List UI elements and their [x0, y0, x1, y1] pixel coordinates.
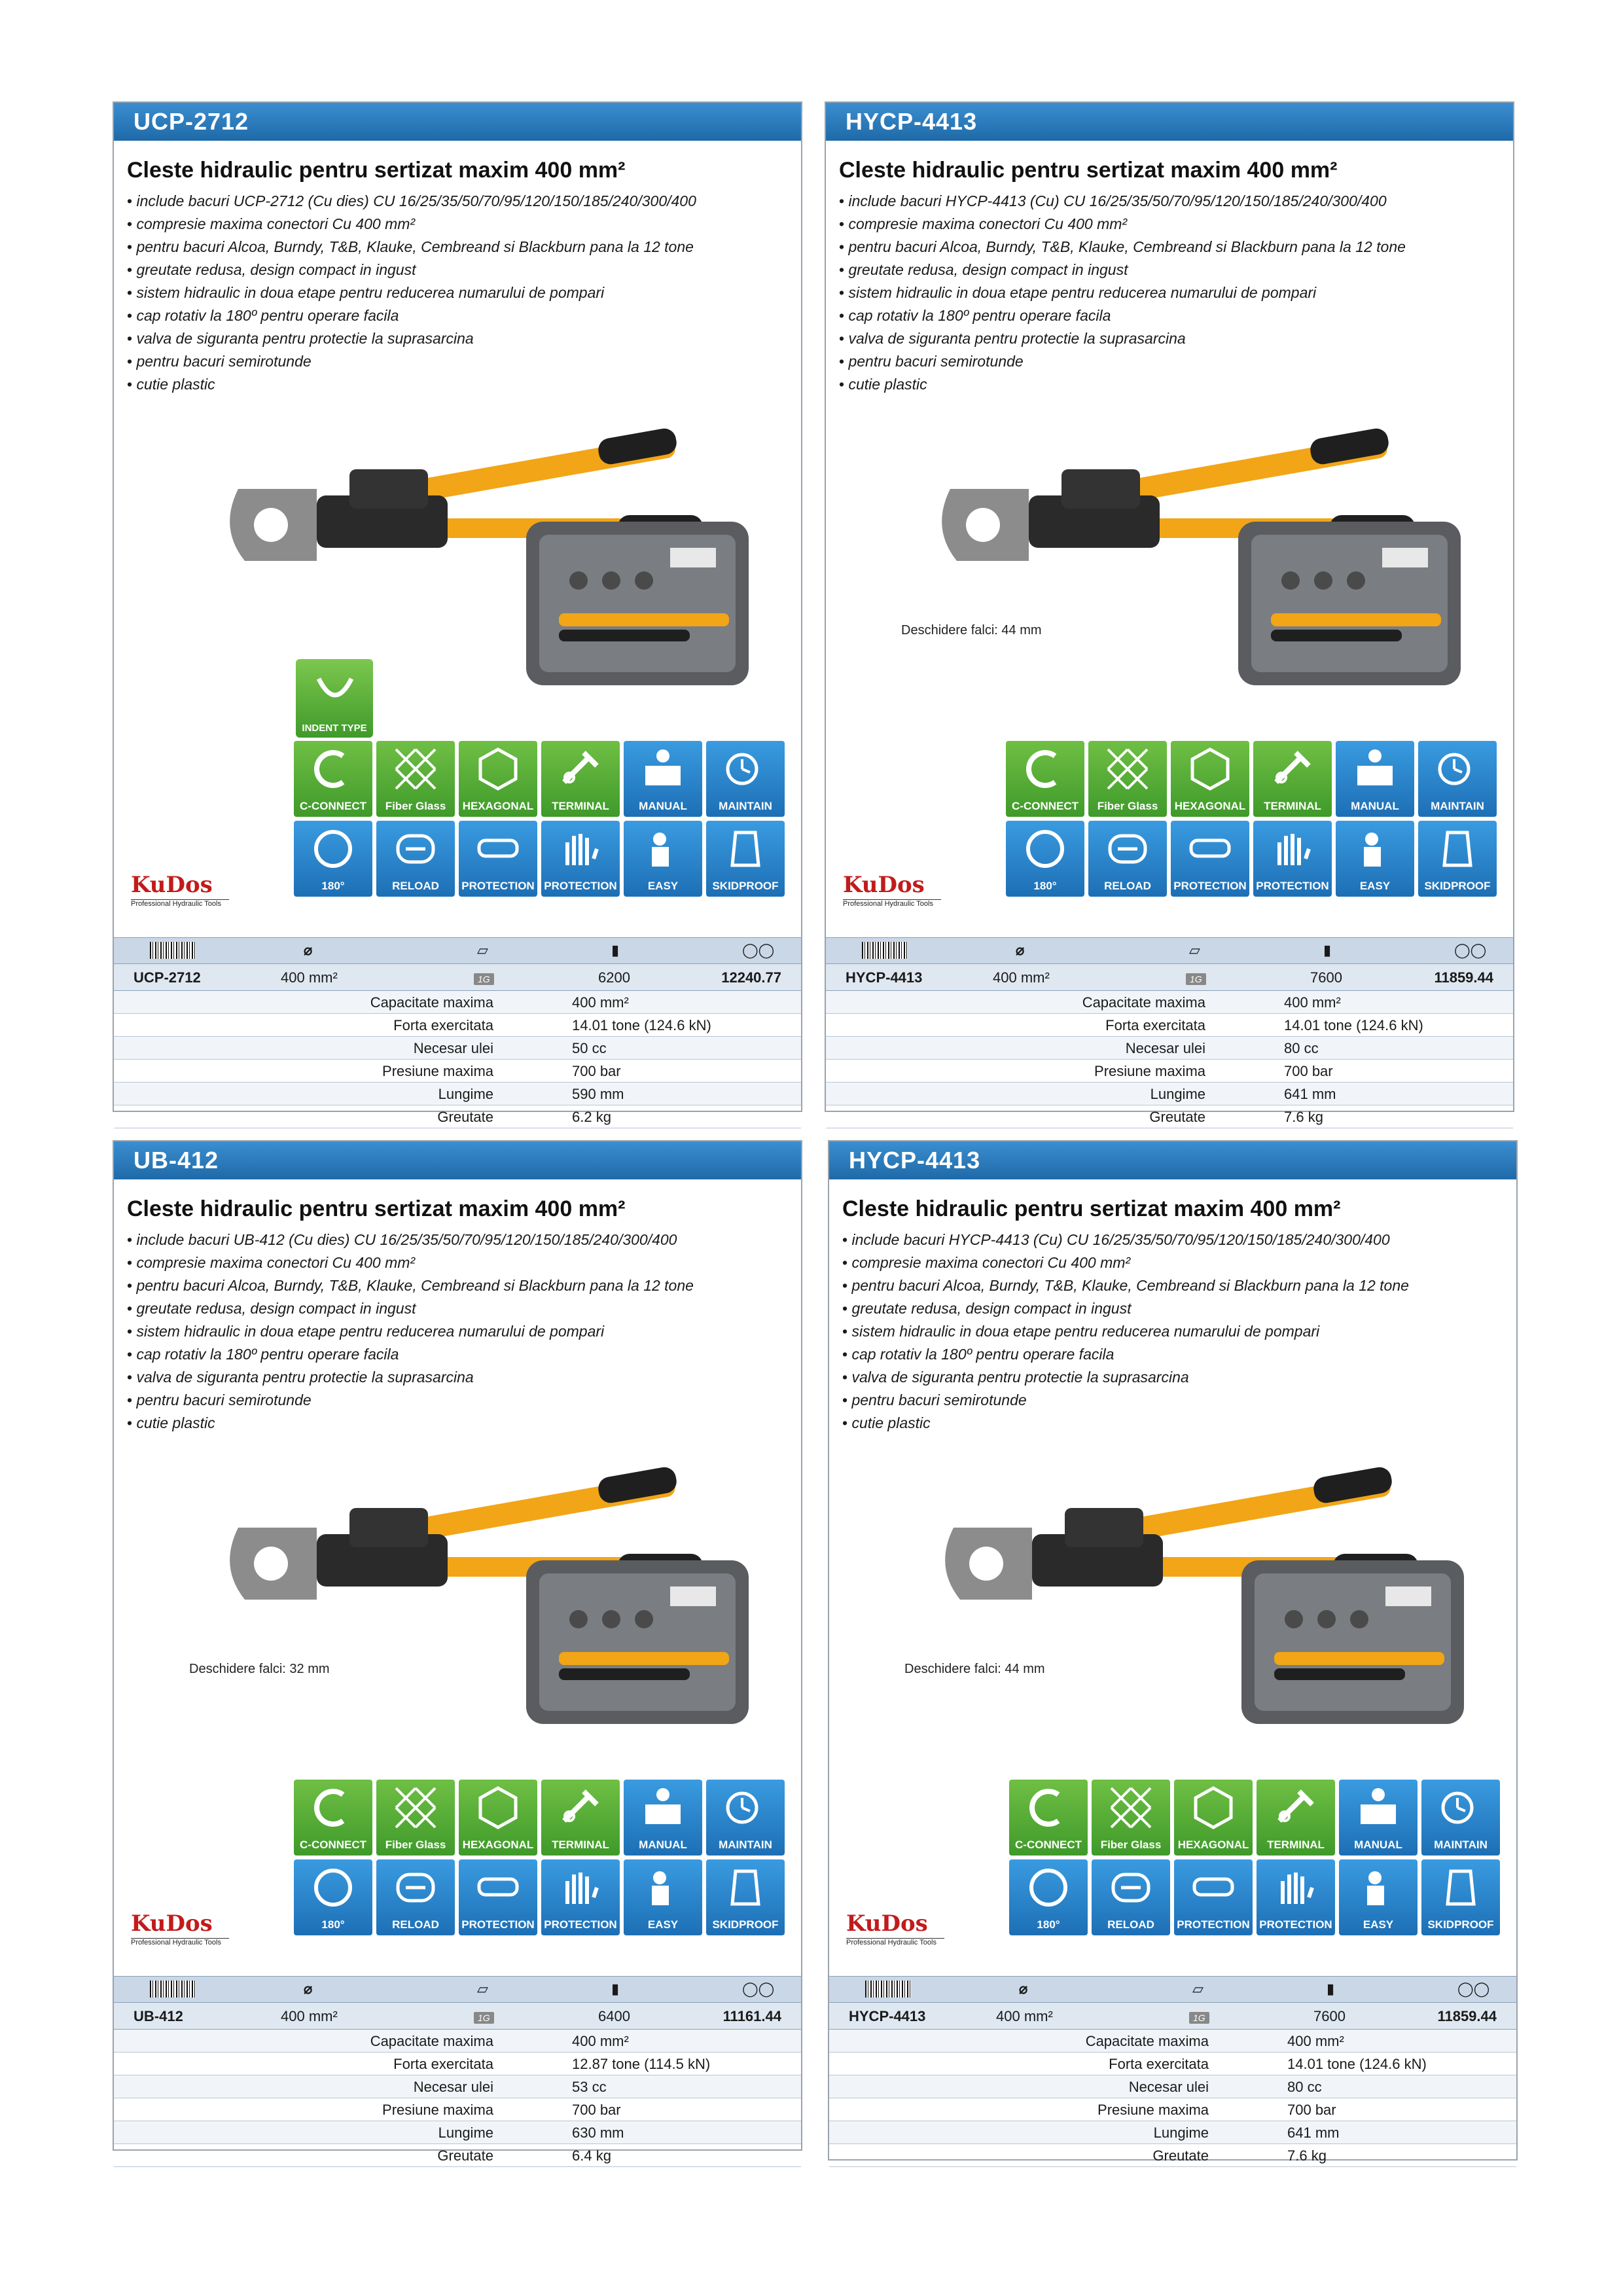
- spec-value: 53 cc: [572, 2079, 607, 2095]
- plastic-case-image: [1232, 509, 1467, 692]
- icon-label: TERMINAL: [1264, 800, 1321, 812]
- feature-item: • pentru bacuri Alcoa, Burndy, T&B, Klauke, Cembreand si Blackburn pana la 12 tone: [127, 1274, 801, 1297]
- spec-table: [826, 991, 1513, 1128]
- feature-item: • sistem hidraulic in doua etape pentru reducerea numarului de pompari: [842, 1320, 1516, 1343]
- spec-label: Forta exercitata: [393, 1017, 493, 1033]
- terminal-icon: [1253, 741, 1332, 817]
- feature-icons: [1006, 741, 1503, 901]
- spec-value: 14.01 tone (124.6 kN): [572, 1017, 711, 1033]
- feature-list: [127, 190, 801, 396]
- icon-label: PROTECTION: [1256, 880, 1329, 892]
- spec-label: Greutate: [437, 2147, 493, 2164]
- icon-label: HEXAGONAL: [1177, 1839, 1249, 1851]
- icon-label: Fiber Glass: [1100, 1839, 1162, 1851]
- icon-label: MANUAL: [1354, 1839, 1402, 1851]
- fiber-glass-icon: [1088, 741, 1167, 817]
- product-code-header: HYCP-4413: [826, 103, 1513, 141]
- feature-item: • pentru bacuri semirotunde: [839, 350, 1513, 373]
- feature-item: • valva de siguranta pentru protectie la suprasarcina: [839, 327, 1513, 350]
- summary-capacity: 400 mm²: [281, 969, 338, 986]
- kudos-logo: [843, 872, 941, 908]
- feature-item: • pentru bacuri semirotunde: [842, 1389, 1516, 1412]
- icon-label: C-CONNECT: [1012, 800, 1079, 812]
- manual-icon: [624, 741, 702, 817]
- spec-row: [114, 1037, 801, 1060]
- coins-icon: ◯◯: [1457, 1981, 1490, 1997]
- summary-price: 11161.44: [722, 2008, 781, 2024]
- summary-code: UCP-2712: [134, 969, 201, 986]
- spec-value: 80 cc: [1284, 1040, 1319, 1056]
- feature-icons: [1009, 1780, 1507, 1939]
- spec-value: 400 mm²: [572, 2033, 629, 2049]
- spec-summary-row: [829, 2002, 1516, 2030]
- packaging-icon: ▱: [477, 942, 488, 958]
- spec-row: [829, 2098, 1516, 2121]
- spec-row: [829, 2075, 1516, 2098]
- spec-value: 6.2 kg: [572, 1109, 611, 1125]
- easy-icon: [1336, 821, 1414, 897]
- coins-icon: ◯◯: [1454, 942, 1487, 958]
- spec-label: Lungime: [1150, 1086, 1205, 1102]
- spec-value: 12.87 tone (114.5 kN): [572, 2056, 711, 2072]
- spec-row: [114, 2075, 801, 2098]
- icon-label: 180°: [321, 1918, 345, 1931]
- spec-label: Forta exercitata: [393, 2056, 493, 2072]
- barcode-icon: [862, 942, 908, 963]
- spec-value: 6.4 kg: [572, 2147, 611, 2164]
- terminal-icon: [541, 1780, 620, 1856]
- skidproof-icon: [706, 1859, 785, 1935]
- barcode-icon: [865, 1981, 911, 2001]
- product-title: Cleste hidraulic pentru sertizat maxim 400 mm²: [839, 158, 1338, 183]
- rotate-180-icon: [1009, 1859, 1088, 1935]
- gloves-icon: [1253, 821, 1332, 897]
- summary-pack: 1G: [474, 969, 494, 986]
- spec-header-row: [114, 1976, 801, 2003]
- kudos-logo: [846, 1910, 944, 1946]
- plastic-case-image: [1235, 1547, 1471, 1731]
- spec-label: Lungime: [438, 2125, 493, 2141]
- icon-label: TERMINAL: [552, 1839, 609, 1851]
- summary-qty: 6400: [598, 2008, 630, 2024]
- indent-type-label: INDENT TYPE: [302, 723, 367, 734]
- feature-item: • cap rotativ la 180º pentru operare facila: [127, 1343, 801, 1366]
- feature-item: • cap rotativ la 180º pentru operare facila: [839, 304, 1513, 327]
- spec-label: Capacitate maxima: [370, 994, 493, 1011]
- spec-row: [114, 2121, 801, 2144]
- product-title: Cleste hidraulic pentru sertizat maxim 400 mm²: [127, 158, 626, 183]
- hexagonal-icon: [1174, 1780, 1253, 1856]
- feature-item: • valva de siguranta pentru protectie la suprasarcina: [127, 327, 801, 350]
- maintain-icon: [706, 1780, 785, 1856]
- reload-icon: [376, 1859, 455, 1935]
- summary-pack: 1G: [1189, 2008, 1209, 2025]
- feature-item: • pentru bacuri Alcoa, Burndy, T&B, Klauke, Cembreand si Blackburn pana la 12 tone: [842, 1274, 1516, 1297]
- icon-label: MANUAL: [639, 800, 687, 812]
- summary-pack: 1G: [474, 2008, 494, 2025]
- terminal-icon: [1257, 1780, 1335, 1856]
- feature-icons: [294, 741, 791, 901]
- product-card: [825, 101, 1514, 1125]
- summary-code: UB-412: [134, 2008, 183, 2024]
- feature-item: • cap rotativ la 180º pentru operare facila: [127, 304, 801, 327]
- brand-tagline: Professional Hydraulic Tools: [846, 1938, 944, 1946]
- product-card: [113, 101, 802, 1125]
- icon-label: SKIDPROOF: [1427, 1918, 1494, 1931]
- plastic-case-image: [520, 509, 755, 692]
- spec-value: 400 mm²: [1287, 2033, 1344, 2049]
- spec-label: Necesar ulei: [1125, 1040, 1205, 1056]
- icon-label: RELOAD: [392, 1918, 439, 1931]
- feature-item: • compresie maxima conectori Cu 400 mm²: [127, 1251, 801, 1274]
- spec-value: 700 bar: [1287, 2102, 1336, 2118]
- feature-item: • greutate redusa, design compact in ingust: [127, 1297, 801, 1320]
- reload-icon: [1088, 821, 1167, 897]
- barcode-icon: [150, 942, 196, 963]
- feature-item: • cutie plastic: [127, 373, 801, 396]
- spec-row: [114, 1105, 801, 1128]
- brand-name: KuDos: [131, 872, 213, 898]
- spec-label: Lungime: [1153, 2125, 1209, 2141]
- spec-label: Necesar ulei: [413, 2079, 493, 2095]
- icon-label: Fiber Glass: [1097, 800, 1158, 812]
- hexagonal-icon: [459, 1780, 537, 1856]
- jaw-opening-caption: Deschidere falci: 44 mm: [904, 1662, 1045, 1676]
- spec-table: [114, 991, 801, 1128]
- icon-label: PROTECTION: [461, 880, 535, 892]
- product-card: [828, 1140, 1518, 2164]
- product-code-header: UCP-2712: [114, 103, 801, 141]
- feature-item: • pentru bacuri Alcoa, Burndy, T&B, Klauke, Cembreand si Blackburn pana la 12 tone: [127, 236, 801, 259]
- feature-item: • compresie maxima conectori Cu 400 mm²: [842, 1251, 1516, 1274]
- goggles-icon: [459, 821, 537, 897]
- feature-item: • cutie plastic: [842, 1412, 1516, 1435]
- icon-label: HEXAGONAL: [462, 1839, 534, 1851]
- spec-label: Forta exercitata: [1109, 2056, 1209, 2072]
- icon-label: MAINTAIN: [1431, 800, 1484, 812]
- coins-icon: ◯◯: [742, 942, 775, 958]
- hexagonal-icon: [1171, 741, 1249, 817]
- spec-label: Greutate: [1152, 2147, 1209, 2164]
- weight-icon: ▮: [1323, 942, 1332, 958]
- summary-code: HYCP-4413: [849, 2008, 926, 2024]
- diameter-icon: ⌀: [304, 942, 313, 958]
- gloves-icon: [541, 1859, 620, 1935]
- summary-qty: 6200: [598, 969, 630, 986]
- spec-row: [826, 1105, 1513, 1128]
- feature-item: • greutate redusa, design compact in ingust: [839, 259, 1513, 281]
- icon-label: PROTECTION: [1173, 880, 1247, 892]
- feature-item: • valva de siguranta pentru protectie la suprasarcina: [842, 1366, 1516, 1389]
- spec-table: [829, 2030, 1516, 2167]
- icon-label: 180°: [1033, 880, 1057, 892]
- icon-label: HEXAGONAL: [462, 800, 534, 812]
- jaw-opening-caption: Deschidere falci: 32 mm: [189, 1662, 330, 1676]
- spec-label: Presiune maxima: [1094, 1063, 1205, 1079]
- icon-label: PROTECTION: [461, 1918, 535, 1931]
- summary-capacity: 400 mm²: [993, 969, 1050, 986]
- icon-label: RELOAD: [1104, 880, 1151, 892]
- spec-row: [829, 2144, 1516, 2167]
- feature-item: • pentru bacuri semirotunde: [127, 350, 801, 373]
- product-code-header: HYCP-4413: [829, 1141, 1516, 1179]
- icon-label: Fiber Glass: [385, 800, 446, 812]
- spec-value: 50 cc: [572, 1040, 607, 1056]
- indent-type-badge: [296, 659, 373, 738]
- reload-icon: [1092, 1859, 1170, 1935]
- spec-value: 7.6 kg: [1284, 1109, 1323, 1125]
- maintain-icon: [1421, 1780, 1500, 1856]
- c-connect-icon: [294, 741, 372, 817]
- feature-item: • greutate redusa, design compact in ingust: [842, 1297, 1516, 1320]
- skidproof-icon: [1421, 1859, 1500, 1935]
- kudos-logo: [131, 1910, 229, 1946]
- product-card: [113, 1140, 802, 2164]
- packaging-icon: ▱: [1192, 1981, 1204, 1997]
- icon-label: C-CONNECT: [300, 1839, 366, 1851]
- easy-icon: [1339, 1859, 1418, 1935]
- icon-label: C-CONNECT: [1015, 1839, 1082, 1851]
- feature-item: • sistem hidraulic in doua etape pentru reducerea numarului de pompari: [127, 1320, 801, 1343]
- brand-name: KuDos: [843, 872, 925, 898]
- summary-qty: 7600: [1310, 969, 1342, 986]
- spec-value: 700 bar: [572, 2102, 621, 2118]
- spec-row: [114, 1083, 801, 1105]
- spec-label: Capacitate maxima: [370, 2033, 493, 2049]
- icon-label: PROTECTION: [1259, 1918, 1332, 1931]
- gloves-icon: [1257, 1859, 1335, 1935]
- spec-value: 641 mm: [1287, 2125, 1340, 2141]
- maintain-icon: [1418, 741, 1497, 817]
- feature-item: • sistem hidraulic in doua etape pentru reducerea numarului de pompari: [127, 281, 801, 304]
- icon-label: RELOAD: [392, 880, 439, 892]
- spec-row: [826, 1037, 1513, 1060]
- icon-label: MAINTAIN: [719, 800, 772, 812]
- spec-row: [826, 1014, 1513, 1037]
- icon-label: TERMINAL: [1267, 1839, 1325, 1851]
- goggles-icon: [1174, 1859, 1253, 1935]
- spec-row: [114, 991, 801, 1014]
- icon-label: PROTECTION: [1177, 1918, 1250, 1931]
- spec-label: Forta exercitata: [1105, 1017, 1205, 1033]
- icon-label: PROTECTION: [544, 1918, 617, 1931]
- icon-label: SKIDPROOF: [712, 1918, 779, 1931]
- feature-item: • include bacuri HYCP-4413 (Cu) CU 16/25/35/50/70/95/120/150/185/240/300/400: [842, 1229, 1516, 1251]
- feature-item: • greutate redusa, design compact in ingust: [127, 259, 801, 281]
- spec-row: [114, 2144, 801, 2167]
- c-connect-icon: [1006, 741, 1084, 817]
- skidproof-icon: [1418, 821, 1497, 897]
- easy-icon: [624, 821, 702, 897]
- reload-icon: [376, 821, 455, 897]
- spec-label: Greutate: [437, 1109, 493, 1125]
- goggles-icon: [459, 1859, 537, 1935]
- spec-value: 700 bar: [572, 1063, 621, 1079]
- rotate-180-icon: [294, 1859, 372, 1935]
- spec-row: [826, 991, 1513, 1014]
- spec-row: [114, 2030, 801, 2053]
- goggles-icon: [1171, 821, 1249, 897]
- spec-label: Necesar ulei: [413, 1040, 493, 1056]
- spec-header-row: [826, 937, 1513, 964]
- weight-icon: ▮: [1327, 1981, 1335, 1997]
- icon-label: TERMINAL: [552, 800, 609, 812]
- gloves-icon: [541, 821, 620, 897]
- manual-icon: [1339, 1780, 1418, 1856]
- brand-name: KuDos: [131, 1910, 213, 1937]
- terminal-icon: [541, 741, 620, 817]
- summary-capacity: 400 mm²: [281, 2008, 338, 2024]
- spec-summary-row: [826, 963, 1513, 991]
- icon-label: EASY: [647, 1918, 679, 1931]
- weight-icon: ▮: [611, 1981, 620, 1997]
- icon-label: C-CONNECT: [300, 800, 366, 812]
- spec-value: 80 cc: [1287, 2079, 1322, 2095]
- diameter-icon: ⌀: [1016, 942, 1025, 958]
- spec-summary-row: [114, 2002, 801, 2030]
- brand-tagline: Professional Hydraulic Tools: [131, 1938, 229, 1946]
- icon-label: PROTECTION: [544, 880, 617, 892]
- icon-label: MAINTAIN: [719, 1839, 772, 1851]
- product-title: Cleste hidraulic pentru sertizat maxim 400 mm²: [842, 1196, 1341, 1221]
- icon-label: EASY: [1359, 880, 1391, 892]
- spec-value: 14.01 tone (124.6 kN): [1287, 2056, 1427, 2072]
- spec-header-row: [114, 937, 801, 964]
- feature-item: • pentru bacuri Alcoa, Burndy, T&B, Klauke, Cembreand si Blackburn pana la 12 tone: [839, 236, 1513, 259]
- manual-icon: [624, 1780, 702, 1856]
- fiber-glass-icon: [376, 741, 455, 817]
- spec-value: 7.6 kg: [1287, 2147, 1327, 2164]
- icon-label: MAINTAIN: [1434, 1839, 1488, 1851]
- spec-row: [829, 2053, 1516, 2075]
- summary-pack: 1G: [1186, 969, 1206, 986]
- spec-label: Presiune maxima: [1097, 2102, 1209, 2118]
- feature-item: • cutie plastic: [839, 373, 1513, 396]
- feature-item: • sistem hidraulic in doua etape pentru reducerea numarului de pompari: [839, 281, 1513, 304]
- fiber-glass-icon: [1092, 1780, 1170, 1856]
- feature-item: • pentru bacuri semirotunde: [127, 1389, 801, 1412]
- c-connect-icon: [294, 1780, 372, 1856]
- spec-row: [826, 1083, 1513, 1105]
- spec-label: Lungime: [438, 1086, 493, 1102]
- icon-label: 180°: [321, 880, 345, 892]
- spec-row: [114, 2053, 801, 2075]
- spec-row: [114, 1060, 801, 1083]
- spec-label: Capacitate maxima: [1082, 994, 1205, 1011]
- brand-name: KuDos: [846, 1910, 928, 1937]
- kudos-logo: [131, 872, 229, 908]
- feature-list: [839, 190, 1513, 396]
- manual-icon: [1336, 741, 1414, 817]
- rotate-180-icon: [294, 821, 372, 897]
- feature-item: • include bacuri UCP-2712 (Cu dies) CU 16/25/35/50/70/95/120/150/185/240/300/400: [127, 190, 801, 213]
- rotate-180-icon: [1006, 821, 1084, 897]
- spec-value: 700 bar: [1284, 1063, 1333, 1079]
- brand-tagline: Professional Hydraulic Tools: [131, 899, 229, 908]
- spec-value: 400 mm²: [572, 994, 629, 1011]
- spec-label: Greutate: [1149, 1109, 1205, 1125]
- jaw-opening-caption: Deschidere falci: 44 mm: [901, 623, 1042, 637]
- spec-label: Presiune maxima: [382, 2102, 493, 2118]
- summary-qty: 7600: [1313, 2008, 1346, 2024]
- summary-price: 12240.77: [721, 969, 781, 986]
- skidproof-icon: [706, 821, 785, 897]
- summary-price: 11859.44: [1434, 969, 1493, 986]
- icon-label: MANUAL: [639, 1839, 687, 1851]
- spec-value: 400 mm²: [1284, 994, 1341, 1011]
- feature-list: [842, 1229, 1516, 1435]
- spec-value: 641 mm: [1284, 1086, 1336, 1102]
- brand-tagline: Professional Hydraulic Tools: [843, 899, 941, 908]
- packaging-icon: ▱: [1189, 942, 1200, 958]
- summary-code: HYCP-4413: [846, 969, 923, 986]
- product-title: Cleste hidraulic pentru sertizat maxim 400 mm²: [127, 1196, 626, 1221]
- feature-item: • compresie maxima conectori Cu 400 mm²: [839, 213, 1513, 236]
- icon-label: RELOAD: [1107, 1918, 1154, 1931]
- spec-row: [826, 1060, 1513, 1083]
- diameter-icon: ⌀: [1019, 1981, 1028, 1997]
- icon-label: EASY: [1363, 1918, 1394, 1931]
- summary-capacity: 400 mm²: [996, 2008, 1053, 2024]
- icon-label: MANUAL: [1351, 800, 1399, 812]
- easy-icon: [624, 1859, 702, 1935]
- spec-value: 630 mm: [572, 2125, 624, 2141]
- diameter-icon: ⌀: [304, 1981, 313, 1997]
- icon-label: HEXAGONAL: [1174, 800, 1246, 812]
- spec-label: Necesar ulei: [1128, 2079, 1209, 2095]
- spec-value: 14.01 tone (124.6 kN): [1284, 1017, 1423, 1033]
- spec-value: 590 mm: [572, 1086, 624, 1102]
- spec-row: [114, 2098, 801, 2121]
- spec-row: [829, 2121, 1516, 2144]
- fiber-glass-icon: [376, 1780, 455, 1856]
- icon-label: 180°: [1037, 1918, 1060, 1931]
- product-code-header: UB-412: [114, 1141, 801, 1179]
- hexagonal-icon: [459, 741, 537, 817]
- packaging-icon: ▱: [477, 1981, 488, 1997]
- icon-label: SKIDPROOF: [712, 880, 779, 892]
- icon-label: EASY: [647, 880, 679, 892]
- barcode-icon: [150, 1981, 196, 2001]
- spec-header-row: [829, 1976, 1516, 2003]
- c-connect-icon: [1009, 1780, 1088, 1856]
- spec-row: [829, 2030, 1516, 2053]
- spec-label: Presiune maxima: [382, 1063, 493, 1079]
- feature-item: • include bacuri HYCP-4413 (Cu) CU 16/25/35/50/70/95/120/150/185/240/300/400: [839, 190, 1513, 213]
- feature-item: • cutie plastic: [127, 1412, 801, 1435]
- maintain-icon: [706, 741, 785, 817]
- feature-item: • compresie maxima conectori Cu 400 mm²: [127, 213, 801, 236]
- plastic-case-image: [520, 1547, 755, 1731]
- spec-row: [114, 1014, 801, 1037]
- icon-label: Fiber Glass: [385, 1839, 446, 1851]
- feature-item: • valva de siguranta pentru protectie la suprasarcina: [127, 1366, 801, 1389]
- spec-label: Capacitate maxima: [1085, 2033, 1209, 2049]
- icon-label: SKIDPROOF: [1424, 880, 1491, 892]
- weight-icon: ▮: [611, 942, 620, 958]
- spec-table: [114, 2030, 801, 2167]
- feature-item: • include bacuri UB-412 (Cu dies) CU 16/25/35/50/70/95/120/150/185/240/300/400: [127, 1229, 801, 1251]
- feature-icons: [294, 1780, 791, 1939]
- feature-item: • cap rotativ la 180º pentru operare facila: [842, 1343, 1516, 1366]
- feature-list: [127, 1229, 801, 1435]
- summary-price: 11859.44: [1437, 2008, 1497, 2024]
- coins-icon: ◯◯: [742, 1981, 775, 1997]
- spec-summary-row: [114, 963, 801, 991]
